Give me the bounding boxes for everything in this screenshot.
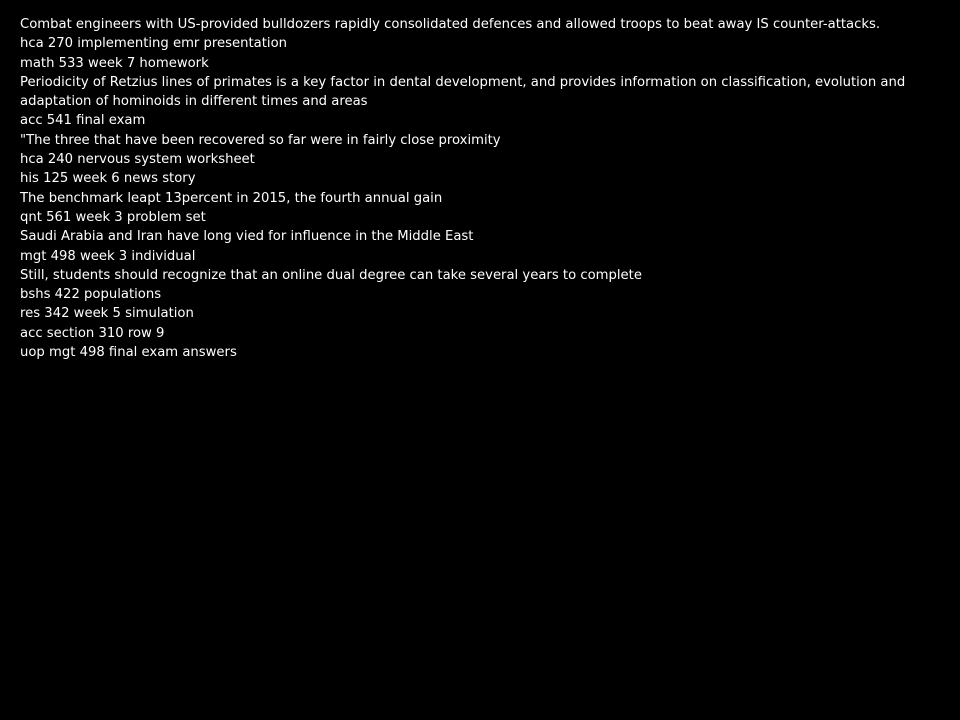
- text-line: his 125 week 6 news story: [20, 171, 196, 187]
- text-line: Combat engineers with US-provided bulldozers rapidly consolidated defences and allowed troops to beat away IS counter-attacks.: [20, 17, 881, 32]
- text-line: Periodicity of Retzius lines of primates is a key factor in dental development, and provides information on classification, evolution and adaptation of hominoids in different times and areas: [20, 74, 906, 110]
- text-line: The benchmark leapt 13percent in 2015, the fourth annual gain: [20, 190, 443, 206]
- text-line: bshs 422 populations: [20, 287, 162, 303]
- text-line: hca 240 nervous system worksheet: [20, 152, 255, 168]
- text-line: uop mgt 498 final exam answers: [20, 345, 237, 361]
- text-line: res 342 week 5 simulation: [20, 306, 194, 322]
- text-line: Still, students should recognize that an online dual degree can take several years to complete: [20, 267, 642, 283]
- text-line: hca 270 implementing emr presentation: [20, 36, 288, 52]
- text-line: acc section 310 row 9: [20, 325, 165, 341]
- text-line: mgt 498 week 3 individual: [20, 248, 196, 264]
- text-line: "The three that have been recovered so far were in fairly close proximity: [20, 132, 501, 148]
- text-line: acc 541 final exam: [20, 113, 146, 129]
- text-line: qnt 561 week 3 problem set: [20, 209, 206, 225]
- text-line: math 533 week 7 homework: [20, 55, 209, 71]
- text-list: [20, 15, 920, 362]
- text-line: Saudi Arabia and Iran have long vied for influence in the Middle East: [20, 229, 474, 245]
